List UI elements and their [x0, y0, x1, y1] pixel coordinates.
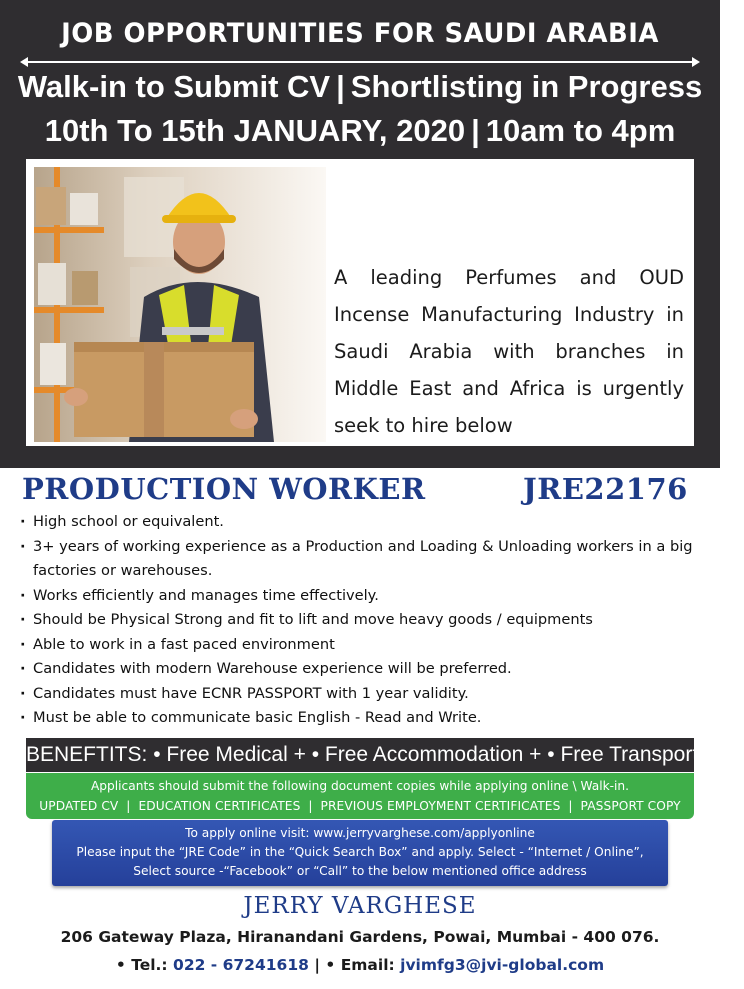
benefits-bar	[26, 738, 744, 772]
office-address: 206 Gateway Plaza, Hiranandani Gardens, Powai, Mumbai - 400 076.	[60, 928, 660, 946]
benefits-label: BENEFTITS:	[26, 743, 148, 766]
apply-source-line: Select source -“Facebook” or “Call” to the below mentioned office address	[133, 864, 587, 878]
warehouse-worker-illustration	[34, 167, 326, 442]
list-item: · Must be able to communicate basic English - Read and Write.	[20, 706, 700, 731]
contact-line	[0, 956, 720, 974]
walk-in-separator: |	[336, 69, 345, 104]
list-item: · High school or equivalent.	[20, 510, 700, 535]
requirements-list	[20, 510, 700, 731]
documents-intro: Applicants should submit the following document copies while applying online \ Walk-in.	[90, 779, 630, 793]
company-description: A leading Perfumes and OUD Incense Manufacturing Industry in Saudi Arabia with branches in Middle East and Africa is urgently seek to hire below	[334, 266, 684, 437]
list-item: · Should be Physical Strong and fit to lift and move heavy goods / equipments	[20, 608, 700, 633]
contact-separator: |	[314, 956, 320, 974]
job-title: PRODUCTION WORKER	[22, 472, 426, 506]
company-logo: JERRY VARGHESE	[243, 893, 477, 919]
walk-in-line	[0, 69, 720, 105]
list-item: · 3+ years of working experience as a Production and Loading & Unloading workers in a big factories or warehouses.	[20, 535, 700, 584]
tel-label: • Tel.:	[115, 956, 168, 974]
walk-in-text: Walk-in to Submit CV	[17, 69, 331, 104]
list-item: · Works efficiently and manages time effectively.	[20, 584, 700, 609]
apply-instructions-box	[52, 820, 668, 886]
email-address[interactable]: jvimfg3@jvi-global.com	[400, 956, 605, 974]
benefit-item: • Free Transportation	[547, 743, 744, 766]
date-time-line	[0, 113, 720, 149]
warehouse-worker-photo	[34, 167, 326, 442]
time-range-text: 10am to 4pm	[485, 113, 676, 148]
email-label: • Email:	[325, 956, 395, 974]
list-item: · Candidates with modern Warehouse experience will be preferred.	[20, 657, 700, 682]
page-title: JOB OPPORTUNITIES FOR SAUDI ARABIA	[61, 18, 659, 49]
job-code: JRE22176	[523, 472, 688, 506]
benefit-item: • Free Medical +	[153, 743, 306, 766]
apply-url-line[interactable]: To apply online visit: www.jerryvarghese.com/applyonline	[185, 826, 535, 840]
apply-jre-code-line: Please input the “JRE Code” in the “Quick Search Box” and apply. Select - “Internet / Online”,	[76, 845, 644, 859]
benefit-item: • Free Accommodation +	[311, 743, 542, 766]
phone-number[interactable]: 022 - 67241618	[173, 956, 309, 974]
date-time-separator: |	[471, 113, 480, 148]
header-divider-arrow	[26, 61, 694, 63]
hero-card	[26, 159, 694, 446]
documents-box	[26, 773, 694, 819]
shortlisting-text: Shortlisting in Progress	[350, 69, 703, 104]
date-range-text: 10th To 15th JANUARY, 2020	[44, 113, 466, 148]
list-item: · Able to work in a fast paced environment	[20, 633, 700, 658]
documents-list: UPDATED CV | EDUCATION CERTIFICATES | PREVIOUS EMPLOYMENT CERTIFICATES | PASSPORT COPY	[39, 799, 681, 813]
list-item: · Candidates must have ECNR PASSPORT with 1 year validity.	[20, 682, 700, 707]
